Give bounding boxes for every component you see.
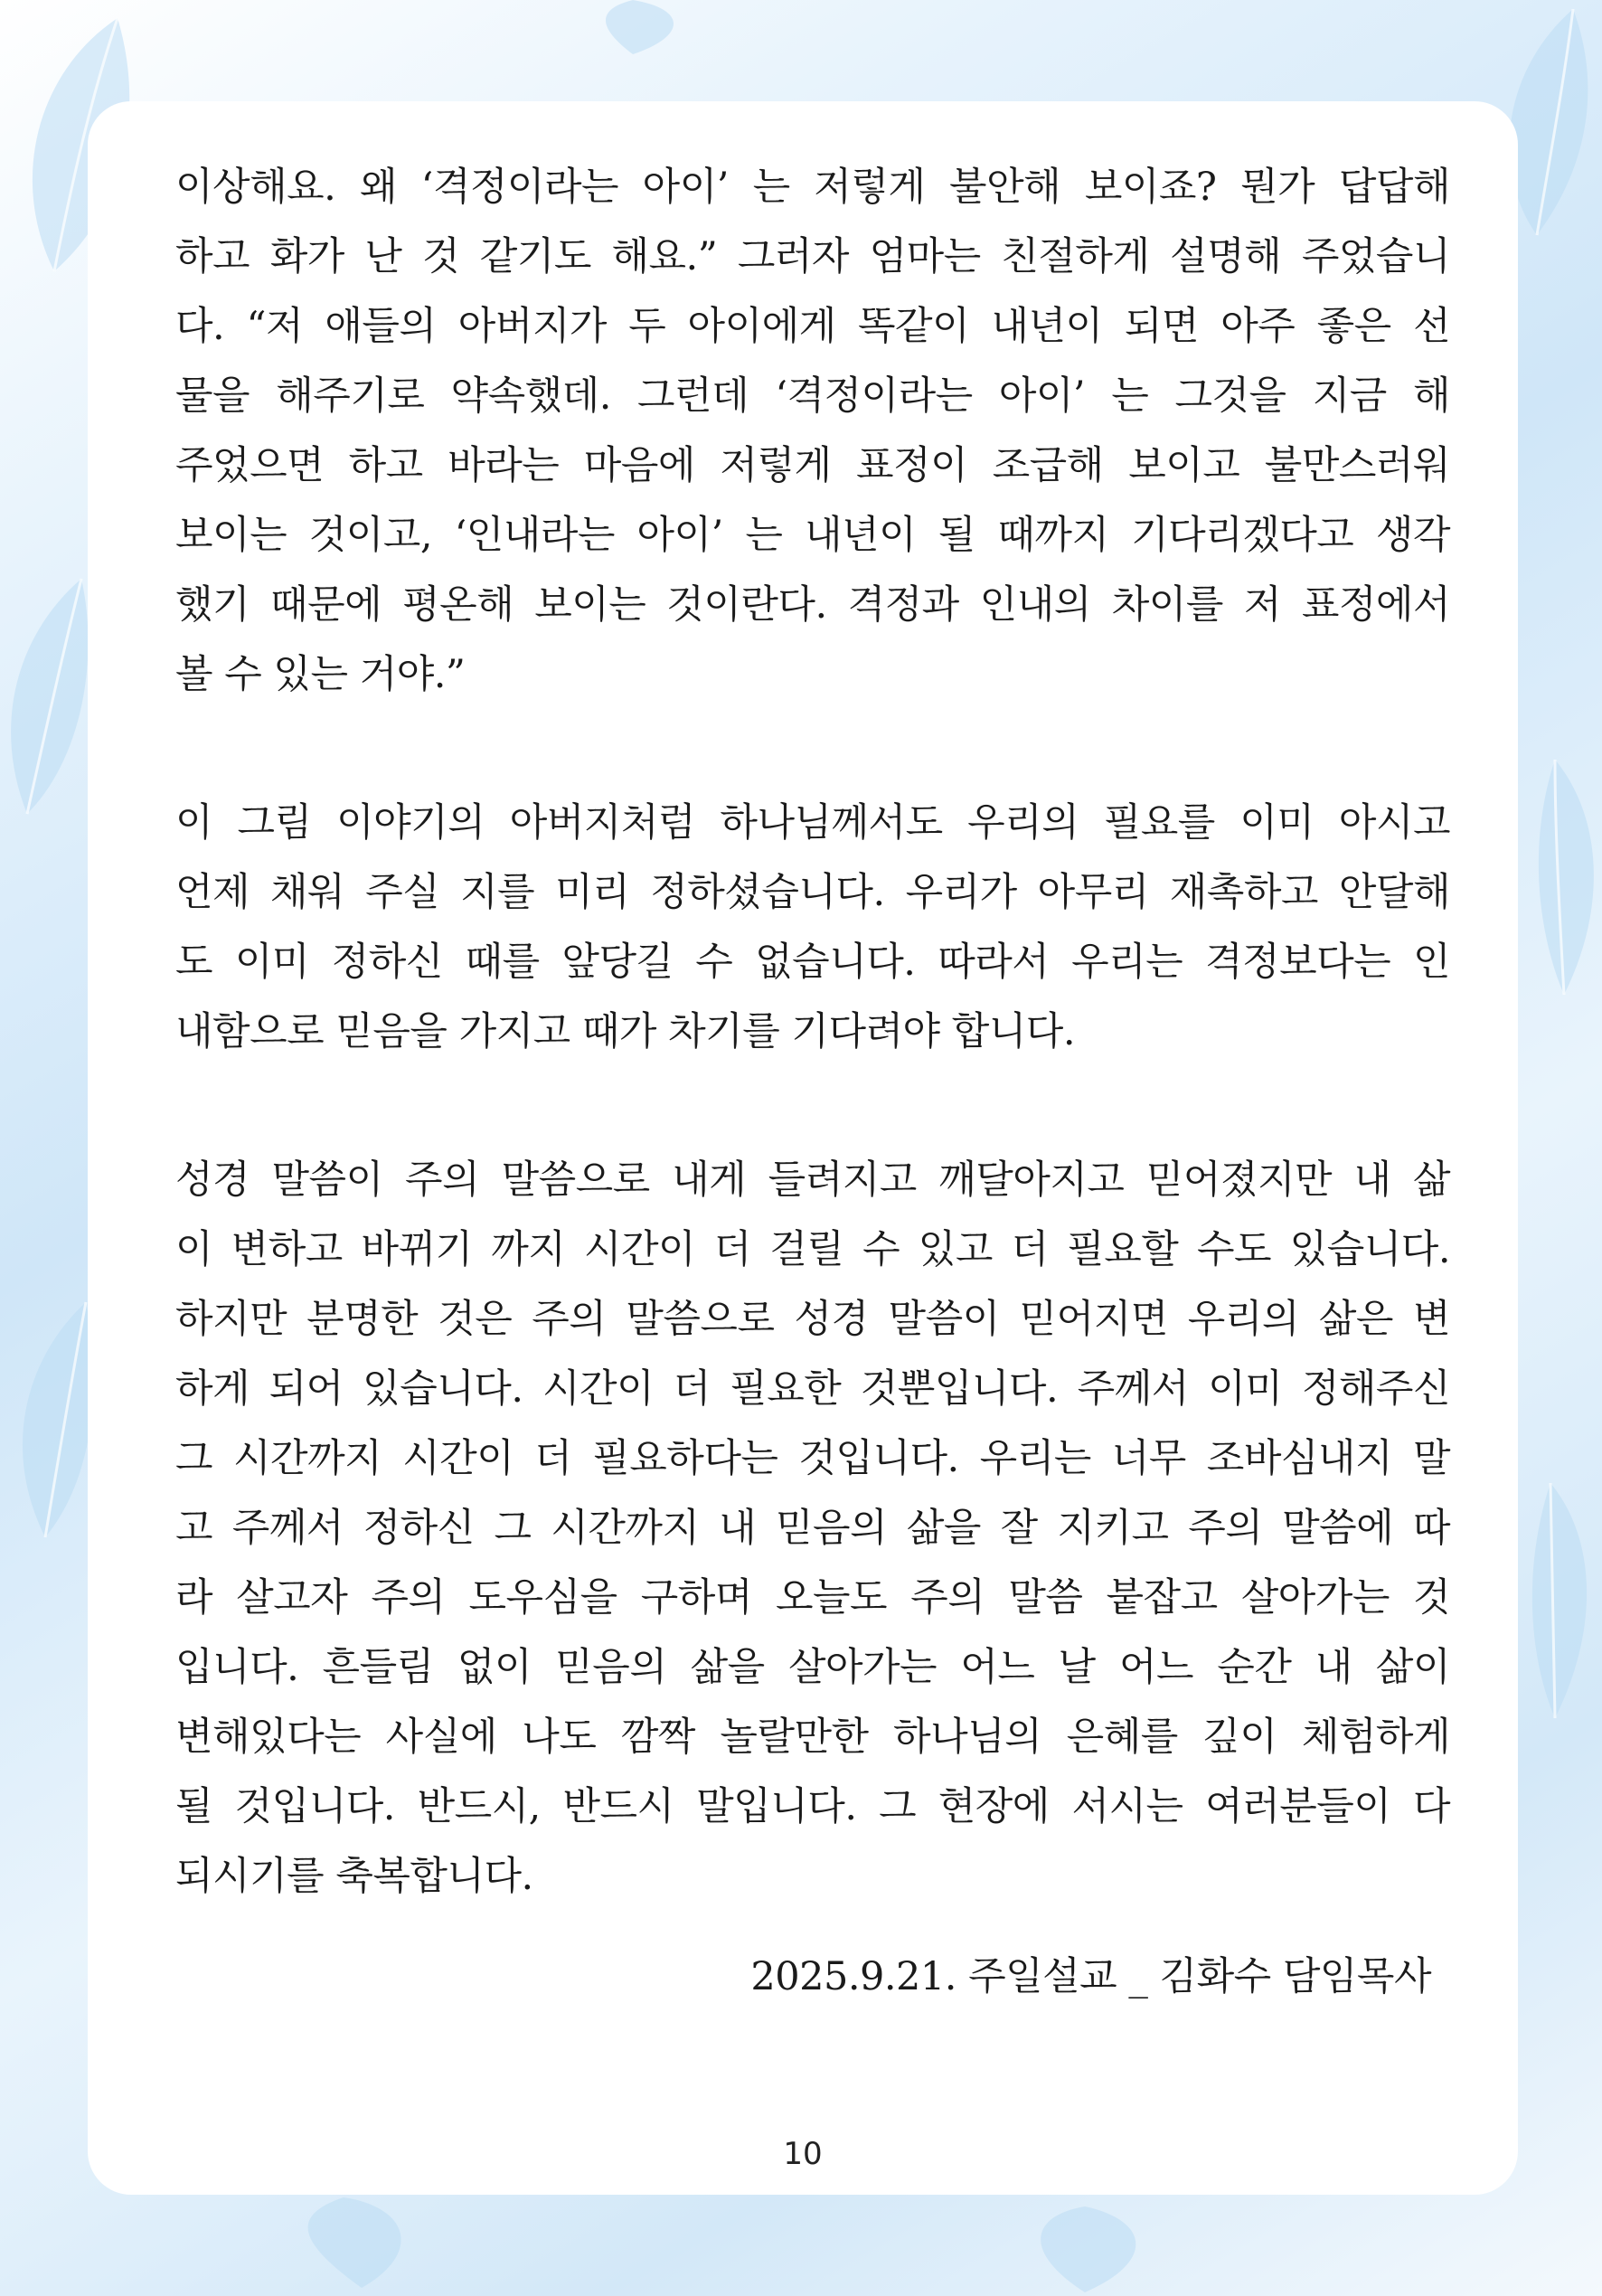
paragraph-2 [175,789,1450,1067]
paragraph-1 [175,153,1450,710]
text-line: 이 그림 이야기의 아버지처럼 하나님께서도 우리의 필요를 이미 아시고 [175,800,1450,846]
text-line: 언제 채워 주실 지를 미리 정하셨습니다. 우리가 아무리 재촉하고 안달해 [175,870,1450,915]
text-line: 다. “저 애들의 아버지가 두 아이에게 똑같이 내년이 되면 아주 좋은 선 [175,304,1450,349]
text-line: 했기 때문에 평온해 보이는 것이란다. 격정과 인내의 차이를 저 표정에서 [175,582,1450,628]
text-line: 하지만 분명한 것은 주의 말씀으로 성경 말씀이 믿어지면 우리의 삶은 변 [175,1297,1450,1342]
text-line: 되시기를 축복합니다. [175,1854,533,1899]
sermon-signature: 2025.9.21. 주일설교 _ 김화수 담임목사 [750,1954,1431,1999]
text-line: 보이는 것이고, ‘인내라는 아이’ 는 내년이 될 때까지 기다리겠다고 생각 [175,513,1450,558]
text-line: 이상해요. 왜 ‘격정이라는 아이’ 는 저렇게 불안해 보이죠? 뭔가 답답해 [175,165,1450,210]
text-line: 고 주께서 정하신 그 시간까지 내 믿음의 삶을 잘 지키고 주의 말씀에 따 [175,1506,1450,1551]
text-line: 이 변하고 바뀌기 까지 시간이 더 걸릴 수 있고 더 필요할 수도 있습니다. [175,1227,1450,1272]
text-line: 볼 수 있는 거야.” [175,652,466,697]
page-number: 10 [783,2136,823,2172]
text-line: 물을 해주기로 약속했데. 그런데 ‘격정이라는 아이’ 는 그것을 지금 해 [175,373,1450,419]
text-line: 될 것입니다. 반드시, 반드시 말입니다. 그 현장에 서시는 여러분들이 다 [175,1784,1450,1829]
text-line: 하게 되어 있습니다. 시간이 더 필요한 것뿐입니다. 주께서 이미 정해주신 [175,1366,1450,1412]
text-line: 도 이미 정하신 때를 앞당길 수 없습니다. 따라서 우리는 격정보다는 인 [175,940,1450,985]
text-line: 주었으면 하고 바라는 마음에 저렇게 표정이 조급해 보이고 불만스러워 [175,443,1450,488]
text-line: 라 살고자 주의 도우심을 구하며 오늘도 주의 말씀 붙잡고 살아가는 것 [175,1575,1450,1620]
text-line: 성경 말씀이 주의 말씀으로 내게 들려지고 깨달아지고 믿어졌지만 내 삶 [175,1157,1450,1203]
paragraph-3 [175,1146,1450,1912]
page-card [88,101,1518,2195]
text-line: 하고 화가 난 것 같기도 해요.” 그러자 엄마는 친절하게 설명해 주었습니 [175,234,1450,279]
text-line: 그 시간까지 시간이 더 필요하다는 것입니다. 우리는 너무 조바심내지 말 [175,1436,1450,1481]
text-line: 내함으로 믿음을 가지고 때가 차기를 기다려야 합니다. [175,1009,1076,1054]
text-line: 입니다. 흔들림 없이 믿음의 삶을 살아가는 어느 날 어느 순간 내 삶이 [175,1645,1450,1690]
text-line: 변해있다는 사실에 나도 깜짝 놀랄만한 하나님의 은혜를 깊이 체험하게 [175,1715,1450,1760]
